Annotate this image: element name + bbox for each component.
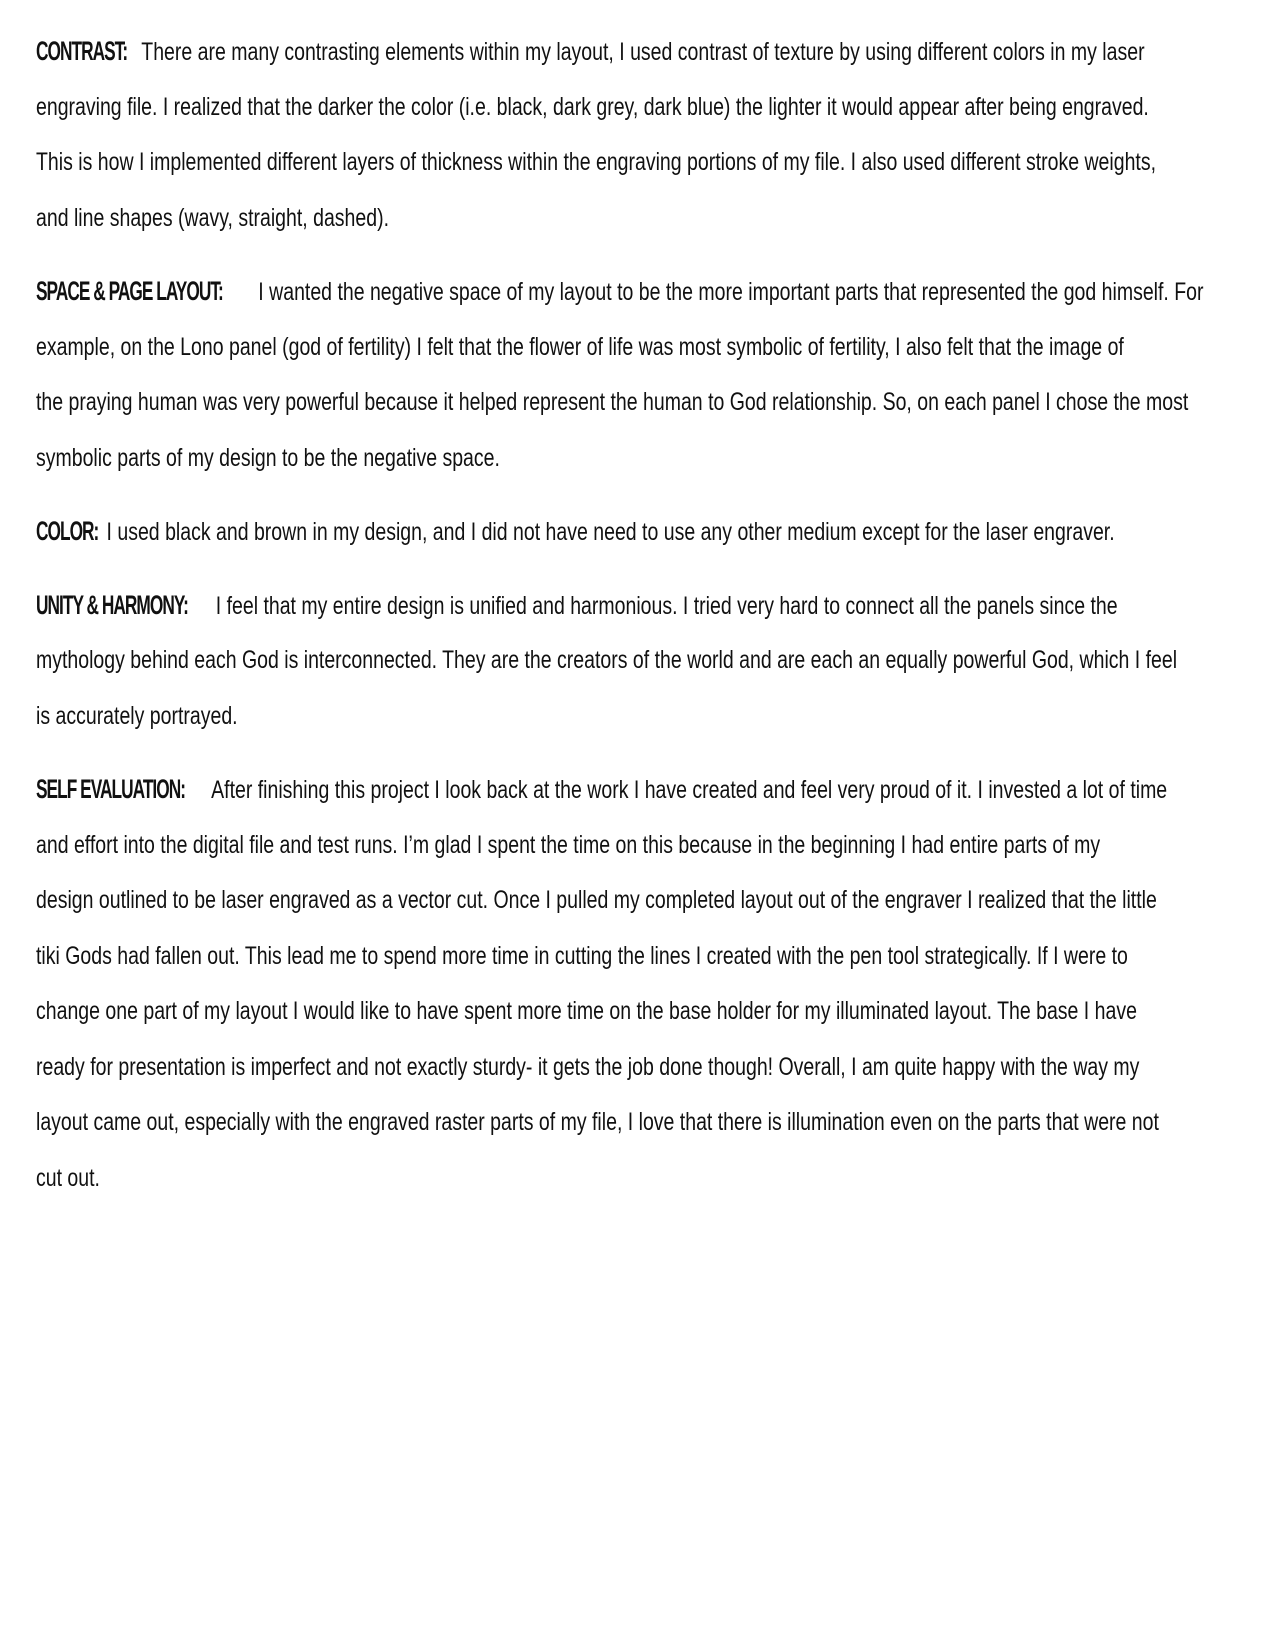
- text-line: tiki Gods had fallen out. This lead me to spend more time in cutting the lines I created with the pen tool strategically. If I were to: [36, 941, 1128, 970]
- text-line: engraving file. I realized that the darker the color (i.e. black, dark grey, dark blue) the lighter it would appear after being engraved.: [36, 92, 1149, 121]
- section-heading: SELF EVALUATION:: [36, 774, 186, 804]
- document-page: [36, 28, 1236, 1228]
- section-space-page-layout: [36, 268, 1236, 490]
- text-line: SELF EVALUATION: After finishing this project I look back at the work I have created and feel very proud of it. I invested a lot of time: [36, 766, 972, 822]
- text-line: change one part of my layout I would like to have spent more time on the base holder for my illuminated layout. The base I have: [36, 997, 1137, 1025]
- text-line: and line shapes (wavy, straight, dashed).: [36, 203, 390, 232]
- text-line: ready for presentation is imperfect and not exactly sturdy- it gets the job done though! Overall, I am quite happy with the way my: [36, 1052, 1140, 1081]
- text-line: example, on the Lono panel (god of fertility) I felt that the flower of life was most symbolic of fertility, I also felt that the image of: [36, 332, 1124, 361]
- section-color: [36, 508, 1236, 564]
- text-line: UNITY & HARMONY: I feel that my entire design is unified and harmonious. I tried very hard to connect all the panels since the: [36, 582, 972, 638]
- text-line: design outlined to be laser engraved as a vector cut. Once I pulled my completed layout out of the engraver I realized that the little: [36, 886, 1157, 914]
- text-line: This is how I implemented different layers of thickness within the engraving portions of my file. I also used different stroke weights,: [36, 148, 1156, 176]
- section-self-evaluation: [36, 766, 1236, 1210]
- text-line: SPACE & PAGE LAYOUT: I wanted the negative space of my layout to be the more important parts that represented the god himself. For: [36, 268, 972, 324]
- section-contrast: [36, 28, 1236, 250]
- text-line: cut out.: [36, 1163, 100, 1192]
- section-unity-harmony: [36, 582, 1236, 749]
- section-heading: UNITY & HARMONY:: [36, 589, 188, 620]
- text-line: CONTRAST: There are many contrasting elements within my layout, I used contrast of texture by using different colors in my laser: [36, 28, 972, 84]
- section-heading: CONTRAST:: [36, 36, 128, 66]
- text-line: mythology behind each God is interconnected. They are the creators of the world and are each an equally powerful God, which I feel: [36, 646, 1178, 674]
- text-line: layout came out, especially with the engraved raster parts of my file, I love that there is illumination even on the parts that were not: [36, 1108, 1159, 1136]
- section-heading: SPACE & PAGE LAYOUT:: [36, 276, 223, 306]
- text-line: is accurately portrayed.: [36, 701, 238, 730]
- text-line: COLOR: I used black and brown in my design, and I did not have need to use any other medium except for the laser engraver.: [36, 508, 972, 564]
- text-line: and effort into the digital file and test runs. I’m glad I spent the time on this because in the beginning I had entire parts of my: [36, 830, 1101, 859]
- text-line: the praying human was very powerful because it helped represent the human to God relationship. So, on each panel I chose the most: [36, 388, 1189, 416]
- text-line: symbolic parts of my design to be the negative space.: [36, 443, 500, 472]
- section-heading: COLOR:: [36, 516, 99, 546]
